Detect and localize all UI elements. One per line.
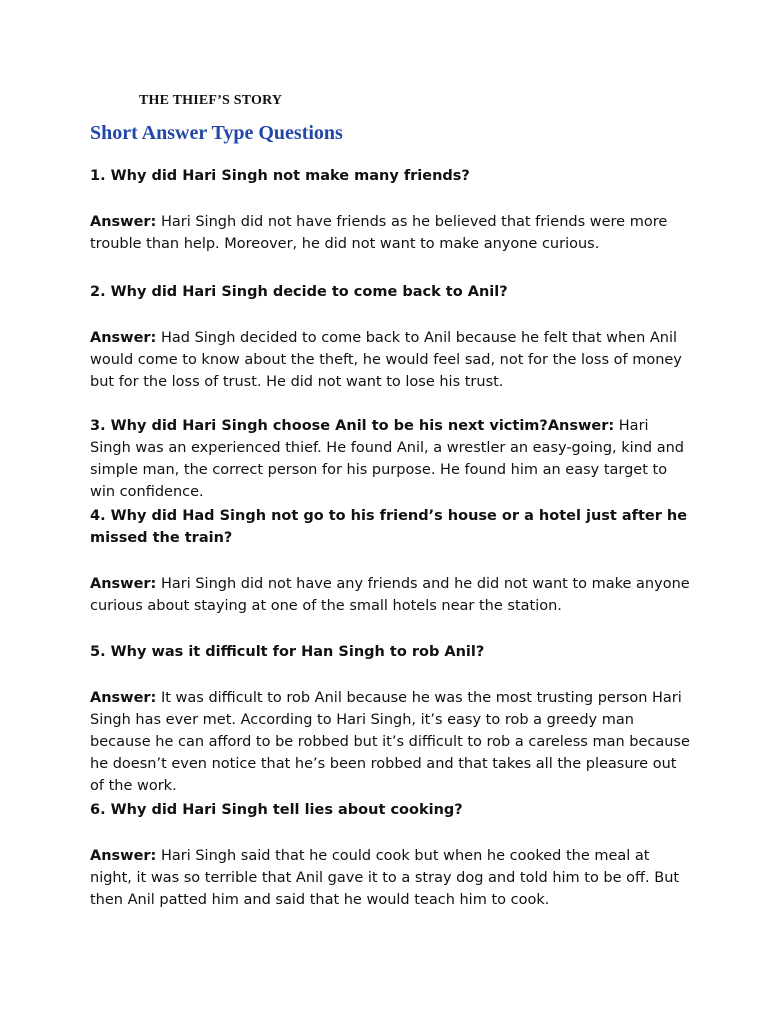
qa-item-5 — [90, 641, 690, 797]
answer-label: Answer: — [90, 576, 157, 592]
question: 6. Why did Hari Singh tell lies about cooking? — [90, 802, 463, 818]
answer-text: It was difficult to rob Anil because he was the most trusting person Hari Singh has ever met. According to Hari Singh, it’s easy to rob a greedy man because he can afford to be robbed but it’s difficult to rob a careless man because he doesn’t even notice that he’s been robbed and that takes all the pleasure out of the work. — [90, 690, 690, 794]
question: 5. Why was it difficult for Han Singh to rob Anil? — [90, 644, 485, 660]
question: 2. Why did Hari Singh decide to come back to Anil? — [90, 284, 508, 300]
qa-item-6 — [90, 799, 690, 911]
answer-label: Answer: — [90, 330, 157, 346]
answer — [90, 845, 690, 911]
section-heading: Short Answer Type Questions — [90, 122, 343, 144]
answer — [90, 573, 690, 617]
answer-text: Hari Singh said that he could cook but when he cooked the meal at night, it was so terrible that Anil gave it to a stray dog and told him to be off. But then Anil patted him and said that he would teach him to cook. — [90, 848, 680, 908]
document-title: THE THIEF’S STORY — [139, 93, 283, 108]
answer-text: Hari Singh was an experienced thief. He found Anil, a wrestler an easy-going, kind and simple man, the correct person for his purpose. He found him an easy target to win confidence. — [90, 418, 684, 500]
answer — [90, 211, 690, 255]
qa-item-4 — [90, 505, 690, 617]
qa-item-1 — [90, 165, 690, 255]
answer-text: Hari Singh did not have friends as he believed that friends were more trouble than help. Moreover, he did not want to make anyone curious. — [90, 214, 668, 252]
answer — [90, 687, 690, 797]
answer-label: Answer: — [90, 848, 157, 864]
answer-label: Answer: — [547, 418, 615, 434]
question: 4. Why did Had Singh not go to his friend’s house or a hotel just after he missed the train? — [90, 508, 688, 546]
answer-text: Hari Singh did not have any friends and he did not want to make anyone curious about staying at one of the small hotels near the station. — [90, 576, 690, 614]
qa-item-3 — [90, 415, 690, 503]
qa-item-2 — [90, 281, 690, 393]
answer-label: Answer: — [90, 690, 157, 706]
question: 1. Why did Hari Singh not make many friends? — [90, 168, 470, 184]
answer — [90, 327, 690, 393]
question-and-answer — [90, 415, 690, 503]
answer-text: Had Singh decided to come back to Anil because he felt that when Anil would come to know about the theft, he would feel sad, not for the loss of money but for the loss of trust. He did not want to lose his trust. — [90, 330, 682, 390]
answer-label: Answer: — [90, 214, 157, 230]
question: 3. Why did Hari Singh choose Anil to be his next victim? — [90, 418, 548, 434]
